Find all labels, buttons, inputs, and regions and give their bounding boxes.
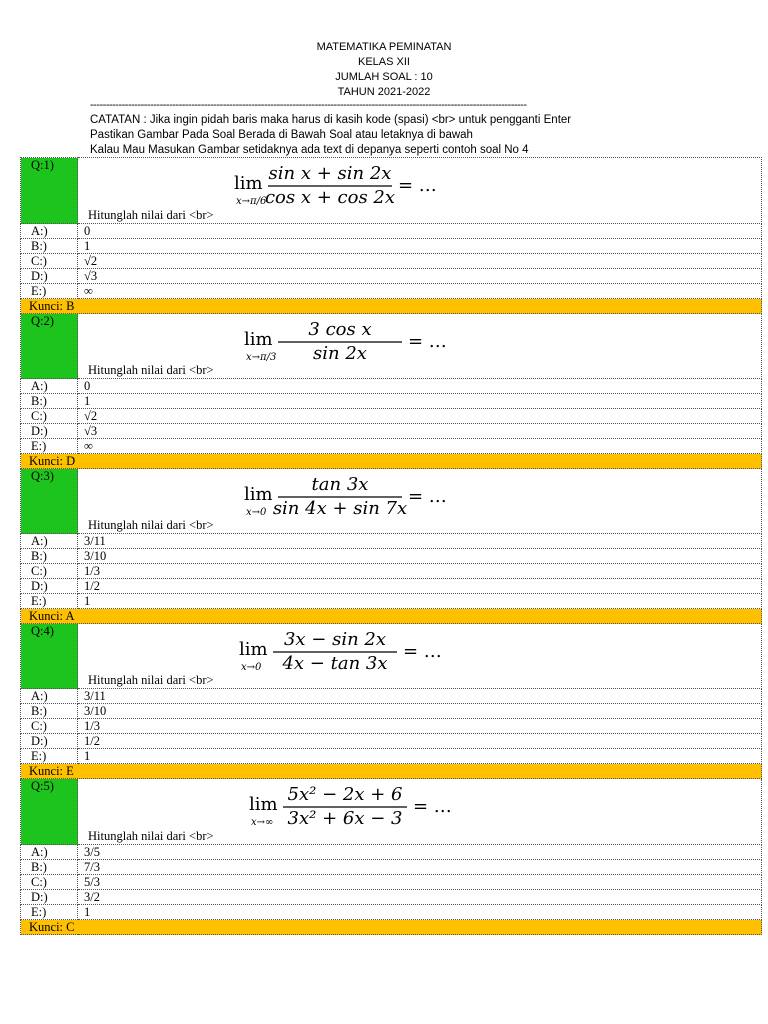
lim-subscript: x→π/3 [246, 352, 277, 363]
note-line: Pastikan Gambar Pada Soal Berada di Bawah Soal atau letaknya di bawah [90, 129, 473, 141]
option-label: E:) [21, 749, 78, 764]
formula-numerator: 5x² − 2x + 6 [287, 784, 403, 805]
option-label: C:) [21, 719, 78, 734]
option-value: 1 [78, 594, 762, 609]
option-label: D:) [21, 424, 78, 439]
answer-key: Kunci: B [21, 299, 762, 314]
question-content [84, 314, 761, 378]
option-value: 7/3 [78, 860, 762, 875]
option-row [21, 424, 762, 439]
option-label: A:) [21, 224, 78, 239]
option-label: C:) [21, 564, 78, 579]
option-row [21, 534, 762, 549]
question-prompt: Hitunglah nilai dari <br> [88, 518, 214, 532]
formula-tail: = … [408, 331, 447, 352]
question-prompt: Hitunglah nilai dari <br> [88, 673, 214, 687]
option-value: 3/5 [78, 845, 762, 860]
limit-formula [244, 316, 484, 374]
option-row [21, 284, 762, 299]
option-row [21, 594, 762, 609]
option-label: B:) [21, 549, 78, 564]
question-content-cell [78, 624, 762, 689]
lim-subscript: x→0 [246, 507, 267, 518]
answer-key: Kunci: E [21, 764, 762, 779]
option-value: 1/3 [78, 719, 762, 734]
option-label: B:) [21, 239, 78, 254]
option-row [21, 704, 762, 719]
formula-tail: = … [398, 175, 437, 196]
option-label: A:) [21, 845, 78, 860]
limit-formula [234, 160, 474, 218]
formula-denominator: 4x − tan 3x [282, 653, 388, 674]
option-row [21, 224, 762, 239]
formula-numerator: 3 cos x [308, 319, 372, 340]
formula [244, 471, 484, 529]
option-row [21, 254, 762, 269]
option-value: 0 [78, 379, 762, 394]
option-value: ∞ [78, 284, 762, 299]
question-number-cell: Q:4) [21, 624, 78, 689]
option-row [21, 239, 762, 254]
option-row [21, 269, 762, 284]
option-row [21, 409, 762, 424]
option-value: 1 [78, 394, 762, 409]
formula-numerator: sin x + sin 2x [268, 163, 392, 184]
option-row [21, 890, 762, 905]
option-label: E:) [21, 905, 78, 920]
option-label: D:) [21, 579, 78, 594]
option-value: 0 [78, 224, 762, 239]
lim-subscript: x→π/6 [236, 196, 267, 207]
option-label: B:) [21, 394, 78, 409]
option-label: E:) [21, 284, 78, 299]
question-row [21, 314, 762, 379]
option-row [21, 379, 762, 394]
lim-operator: lim [249, 794, 278, 815]
formula-denominator: sin 2x [313, 343, 367, 364]
lim-operator: lim [244, 484, 273, 505]
answer-key-row [21, 920, 762, 935]
option-value: √2 [78, 254, 762, 269]
option-label: A:) [21, 534, 78, 549]
option-row [21, 734, 762, 749]
question-content-cell [78, 469, 762, 534]
option-value: 1/2 [78, 734, 762, 749]
formula-numerator: 3x − sin 2x [283, 629, 387, 650]
option-value: √2 [78, 409, 762, 424]
option-value: 1 [78, 749, 762, 764]
option-label: D:) [21, 734, 78, 749]
option-value: √3 [78, 424, 762, 439]
question-content-cell [78, 158, 762, 224]
formula-tail: = … [403, 641, 442, 662]
option-label: C:) [21, 254, 78, 269]
option-value: √3 [78, 269, 762, 284]
option-label: D:) [21, 269, 78, 284]
document-header [0, 40, 768, 100]
header-question-count: JUMLAH SOAL : 10 [335, 71, 433, 83]
question-row [21, 779, 762, 845]
option-row [21, 860, 762, 875]
option-row [21, 579, 762, 594]
option-value: 3/10 [78, 704, 762, 719]
answer-key: Kunci: A [21, 609, 762, 624]
option-label: A:) [21, 379, 78, 394]
question-prompt: Hitunglah nilai dari <br> [88, 208, 214, 222]
answer-key-row [21, 764, 762, 779]
dashed-divider: ------------------------------------------------------------------------------------------------------------------------------------------ [90, 99, 527, 111]
formula-tail: = … [413, 796, 452, 817]
formula-denominator: 3x² + 6x − 3 [287, 808, 403, 829]
option-value: 3/11 [78, 534, 762, 549]
option-row [21, 875, 762, 890]
option-row [21, 439, 762, 454]
notes [90, 113, 571, 158]
option-value: 1/3 [78, 564, 762, 579]
formula [244, 316, 484, 374]
formula-denominator: cos x + cos 2x [264, 187, 396, 208]
option-label: D:) [21, 890, 78, 905]
option-row [21, 845, 762, 860]
option-row [21, 564, 762, 579]
limit-formula [244, 471, 484, 529]
option-label: C:) [21, 875, 78, 890]
option-label: E:) [21, 594, 78, 609]
option-label: B:) [21, 704, 78, 719]
answer-key-row [21, 454, 762, 469]
lim-operator: lim [239, 639, 268, 660]
question-content [84, 469, 761, 533]
question-row [21, 158, 762, 224]
option-row [21, 749, 762, 764]
question-content [84, 158, 761, 223]
formula-numerator: tan 3x [311, 474, 369, 495]
formula [239, 626, 479, 684]
option-value: 1 [78, 905, 762, 920]
question-prompt: Hitunglah nilai dari <br> [88, 829, 214, 843]
formula [249, 781, 489, 839]
question-number-cell: Q:2) [21, 314, 78, 379]
question-content [84, 779, 761, 844]
option-row [21, 549, 762, 564]
option-label: C:) [21, 409, 78, 424]
option-label: E:) [21, 439, 78, 454]
option-value: ∞ [78, 439, 762, 454]
lim-operator: lim [234, 173, 263, 194]
answer-key: Kunci: D [21, 454, 762, 469]
option-row [21, 689, 762, 704]
header-subject: MATEMATIKA PEMINATAN [316, 41, 452, 53]
question-number-cell: Q:1) [21, 158, 78, 224]
lim-operator: lim [244, 329, 273, 350]
option-value: 5/3 [78, 875, 762, 890]
question-number-cell: Q:3) [21, 469, 78, 534]
questions-body [21, 158, 762, 935]
option-value: 3/11 [78, 689, 762, 704]
lim-subscript: x→∞ [251, 817, 274, 828]
question-number-cell: Q:5) [21, 779, 78, 845]
note-line: CATATAN : Jika ingin pidah baris maka harus di kasih kode (spasi) <br> untuk pengganti Enter [90, 114, 572, 126]
option-label: A:) [21, 689, 78, 704]
question-row [21, 469, 762, 534]
option-row [21, 719, 762, 734]
limit-formula [239, 626, 479, 684]
questions-table [20, 157, 762, 935]
option-row [21, 394, 762, 409]
answer-key-row [21, 609, 762, 624]
option-value: 1 [78, 239, 762, 254]
answer-key: Kunci: C [21, 920, 762, 935]
lim-subscript: x→0 [241, 662, 262, 673]
formula [234, 160, 474, 218]
header-year: TAHUN 2021-2022 [337, 86, 431, 98]
option-row [21, 905, 762, 920]
note-line: Kalau Mau Masukan Gambar setidaknya ada text di depanya seperti contoh soal No 4 [90, 144, 529, 156]
question-prompt: Hitunglah nilai dari <br> [88, 363, 214, 377]
formula-tail: = … [408, 486, 447, 507]
option-value: 1/2 [78, 579, 762, 594]
question-content [84, 624, 761, 688]
option-label: B:) [21, 860, 78, 875]
answer-key-row [21, 299, 762, 314]
formula-denominator: sin 4x + sin 7x [272, 498, 408, 519]
option-value: 3/2 [78, 890, 762, 905]
question-content-cell [78, 779, 762, 845]
option-value: 3/10 [78, 549, 762, 564]
header-class: KELAS XII [358, 56, 410, 68]
question-content-cell [78, 314, 762, 379]
question-row [21, 624, 762, 689]
limit-formula [249, 781, 489, 839]
